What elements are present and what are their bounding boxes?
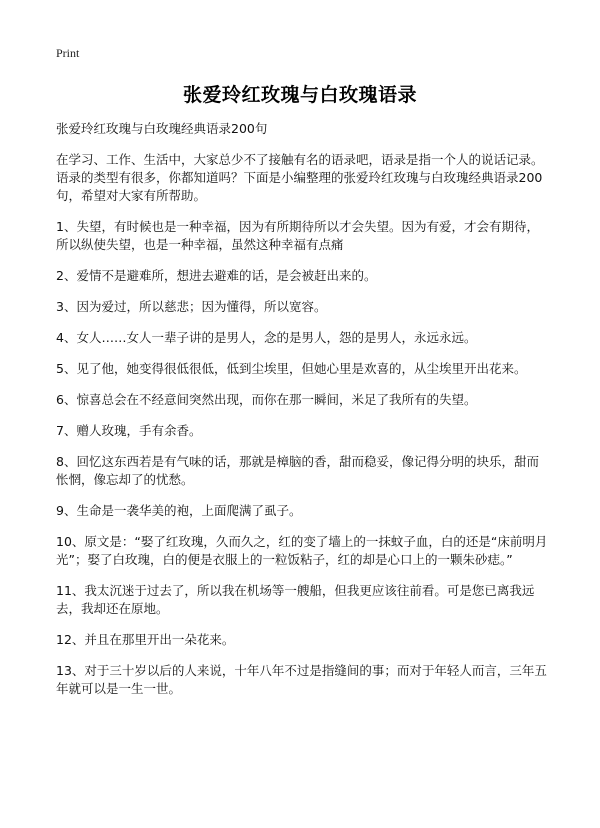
quote-item: 1、失望，有时候也是一种幸福，因为有所期待所以才会失望。因为有爱，才会有期待，所以纵使失望，也是一种幸福，虽然这种幸福有点痛 (56, 219, 539, 252)
quote-item: 11、我太沉迷于过去了，所以我在机场等一艘船，但我更应该往前看。可是您已离我远去，我却还在原地。 (56, 583, 535, 616)
document-body (56, 120, 551, 711)
quote-item: 12、并且在那里开出一朵花来。 (56, 632, 235, 647)
quote-item: 6、惊喜总会在不经意间突然出现，而你在那一瞬间，米足了我所有的失望。 (56, 392, 477, 407)
quote-item: 10、原文是：“娶了红玫瑰，久而久之，红的变了墙上的一抹蚊子血，白的还是“床前明月光”；娶了白玫瑰，白的便是衣服上的一粒饭粘子，红的却是心口上的一颗朱砂痣。” (56, 534, 548, 567)
quote-item: 3、因为爱过，所以慈悲；因为懂得，所以宽容。 (56, 299, 327, 314)
page-title: 张爱玲红玫瑰与白玫瑰语录 (182, 84, 417, 106)
quote-item: 13、对于三十岁以后的人来说，十年八年不过是指缝间的事；而对于年轻人而言，三年五年就可以是一生一世。 (56, 663, 547, 696)
quote-item: 4、女人……女人一辈子讲的是男人，念的是男人，怨的是男人，永远永远。 (56, 330, 477, 345)
print-label: Print (56, 46, 80, 60)
quote-item: 5、见了他，她变得很低很低，低到尘埃里，但她心里是欢喜的，从尘埃里开出花来。 (56, 361, 527, 376)
intro-paragraph: 在学习、工作、生活中，大家总少不了接触有名的语录吧，语录是指一个人的说话记录。语录的类型有很多，你都知道吗？下面是小编整理的张爱玲红玫瑰与白玫瑰经典语录200句，希望对大家有所帮助。 (56, 152, 544, 203)
quote-item: 8、回忆这东西若是有气味的话，那就是樟脑的香，甜而稳妥，像记得分明的块乐，甜而怅惘，像忘却了的忧愁。 (56, 454, 539, 487)
quote-item: 2、爱情不是避难所，想进去避难的话，是会被赶出来的。 (56, 268, 377, 283)
quote-item: 7、赠人玫瑰，手有余香。 (56, 423, 202, 438)
document-subtitle: 张爱玲红玫瑰与白玫瑰经典语录200句 (56, 121, 268, 136)
quote-item: 9、生命是一袭华美的袍，上面爬满了虱子。 (56, 503, 302, 518)
